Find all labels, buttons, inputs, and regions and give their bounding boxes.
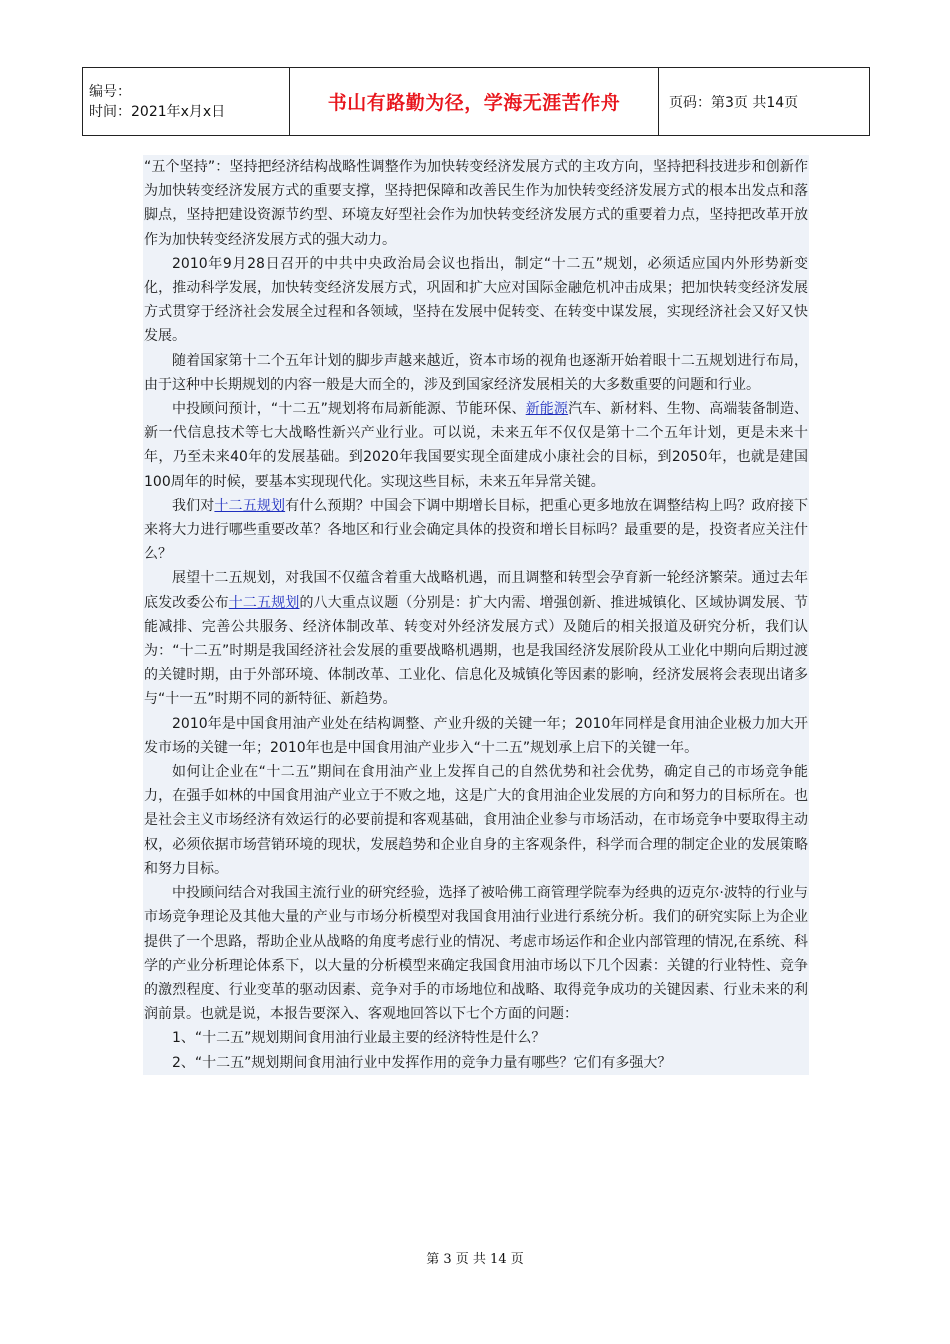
paragraph-capital-market: 随着国家第十二个五年计划的脚步声越来越近，资本市场的视角也逐渐开始着眼十二五规划进行布局，由于这种中长期规划的内容一般是大而全的，涉及到国家经济发展相关的大多数重要的问题和行业。 bbox=[144, 352, 808, 393]
paragraph-outlook bbox=[144, 566, 808, 711]
paragraph-text: 展望十二五规划，对我国不仅蕴含着重大战略机遇，而且调整和转型会孕育新一轮经济繁荣。通过去年底发改委公布 bbox=[144, 570, 808, 611]
paragraph-text: 的八大重点议题（分别是：扩大内需、增强创新、推进城镇化、区域协调发展、节能减排、完善公共服务、经济体制改革、转变对外经济发展方式）及随后的相关报道及研究分析，我们认为：“十二五”时期是我国经济社会发展的重要战略机遇期，也是我国经济发展阶段从工业化中期向后期过渡的关键时期，由于外部环境、体制改革、工业化、信息化及城镇化等因素的影响，经济发展将会表现出诸多与“十一五”时期不同的新特征、新趋势。 bbox=[144, 594, 809, 708]
header-meta-cell bbox=[83, 68, 290, 136]
paragraph-research-method: 中投顾问结合对我国主流行业的研究经验，选择了被哈佛工商管理学院奉为经典的迈克尔·波特的行业与市场竞争理论及其他大量的产业与市场分析模型对我国食用油行业进行系统分析。我们的研究实际上为企业提供了一个思路，帮助企业从战略的角度考虑行业的情况、考虑市场运作和企业内部管理的情况,在系统、科学的产业分析理论体系下，以大量的分析模型来确定我国食用油市场以下几个因素：关键的行业特性、竞争的激烈程度、行业变革的驱动因素、竞争对手的市场地位和战略、取得竞争成功的关键因素、行业未来的利润前景。也就是说，本报告要深入、客观地回答以下七个方面的问题： bbox=[144, 885, 808, 1023]
twelfth-plan-link[interactable]: 十二五规划 bbox=[228, 594, 300, 611]
question-item-1: 1、“十二五”规划期间食用油行业最主要的经济特性是什么？ bbox=[172, 1030, 546, 1047]
twelfth-plan-link[interactable]: 十二五规划 bbox=[214, 497, 286, 514]
paragraph-five-persistences: “五个坚持”：坚持把经济结构战略性调整作为加快转变经济发展方式的主攻方向，坚持把科技进步和创新作为加快转变经济发展方式的重要支撑，坚持把保障和改善民生作为加快转变经济发展方式的根本出发点和落脚点，坚持把建设资源节约型、环境友好型社会作为加快转变经济发展方式的重要着力点，坚持把改革开放作为加快转变经济发展方式的强大动力。 bbox=[144, 159, 808, 248]
paragraph-text: 我们对 bbox=[172, 497, 215, 514]
header-motto: 书山有路勤为径，学海无涯苦作舟 bbox=[290, 68, 659, 136]
paragraph-expectations bbox=[144, 494, 808, 567]
paragraph-politburo-meeting: 2010年9月28日召开的中共中央政治局会议也指出，制定“十二五”规划，必须适应国内外形势新变化，推动科学发展，加快转变经济发展方式，巩固和扩大应对国际金融危机冲击成果；把加快转变经济发展方式贯穿于经济社会发展全过程和各领域，坚持在发展中促转变、在转变中谋发展，实现经济社会又好又快发展。 bbox=[144, 255, 808, 345]
document-time-label: 时间：2021年x月x日 bbox=[89, 103, 226, 120]
header-page-number: 页码：第3页 共14页 bbox=[659, 68, 870, 136]
paragraph-2010-edible-oil: 2010年是中国食用油产业处在结构调整、产业升级的关键一年；2010年同样是食用油企业极力加大开发市场的关键一年；2010年也是中国食用油产业步入“十二五”规划承上启下的关键一年。 bbox=[144, 715, 808, 756]
paragraph-text: 有什么预期？中国会下调中期增长目标，把重心更多地放在调整结构上吗？政府接下来将大力进行哪些重要改革？各地区和行业会确定具体的投资和增长目标吗？最重要的是，投资者应关注什么？ bbox=[144, 497, 809, 563]
paragraph-strategic-industries bbox=[144, 397, 808, 494]
header-table bbox=[82, 67, 870, 136]
page-footer: 第 3 页 共 14 页 bbox=[426, 1252, 524, 1267]
paragraph-enterprise-advantage: 如何让企业在“十二五”期间在食用油产业上发挥自己的自然优势和社会优势，确定自己的市场竞争能力，在强手如林的中国食用油产业立于不败之地，这是广大的食用油企业发展的方向和努力的目标所在。也是社会主义市场经济有效运行的必要前提和客观基础，食用油企业参与市场活动，在市场竞争中要取得主动权，必须依据市场营销环境的现状，发展趋势和企业自身的主客观条件，科学而合理的制定企业的发展策略和努力目标。 bbox=[144, 764, 808, 877]
paragraph-text: 中投顾问预计，“十二五”规划将布局新能源、节能环保、 bbox=[172, 401, 526, 418]
document-number-label: 编号： bbox=[89, 83, 131, 100]
paragraph-text: 汽车、新材料、生物、高端装备制造、新一代信息技术等七大战略性新兴产业行业。可以说，未来五年不仅仅是第十二个五年计划，更是未来十年，乃至未来40年的发展基础。到2020年我国要实现全面建成小康社会的目标，到2050年，也就是建国100周年的时候，要基本实现现代化。实现这些目标，未来五年异常关键。 bbox=[144, 401, 809, 490]
document-body bbox=[143, 155, 809, 1075]
new-energy-link[interactable]: 新能源 bbox=[525, 401, 569, 418]
question-item-2: 2、“十二五”规划期间食用油行业中发挥作用的竞争力量有哪些？它们有多强大？ bbox=[172, 1054, 672, 1071]
